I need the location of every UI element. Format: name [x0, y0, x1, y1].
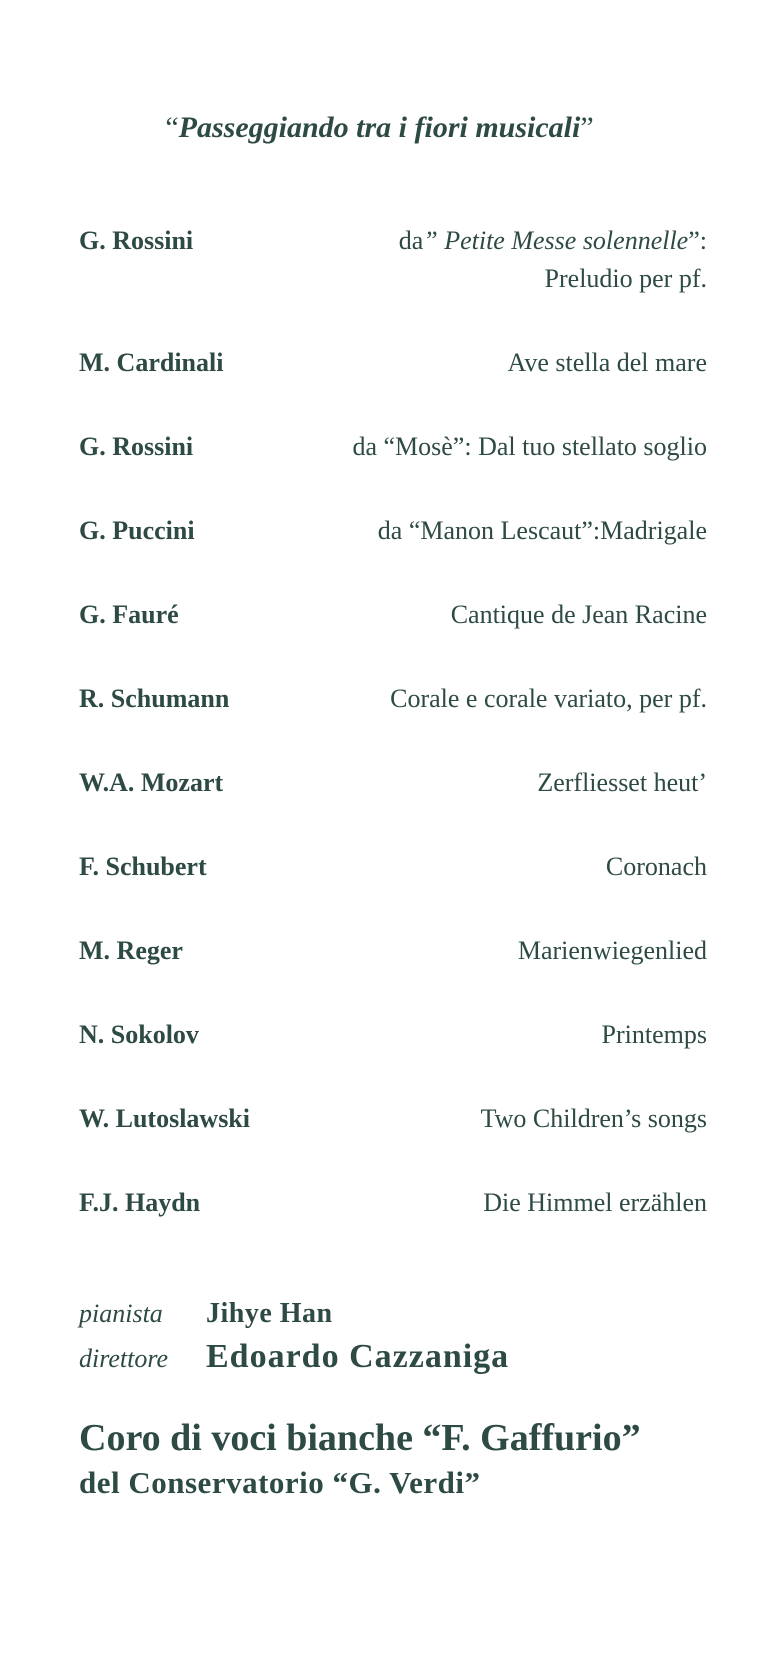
- program-row: [79, 680, 707, 764]
- program-title: [0, 108, 759, 148]
- work-italic: ” Petite Messe solennelle: [423, 226, 689, 255]
- composer-name: W. Lutoslawski: [79, 1104, 250, 1133]
- work-title: Ave stella del mare: [507, 348, 707, 377]
- conductor-role: direttore: [79, 1344, 169, 1373]
- program-row: [79, 512, 707, 596]
- composer-name: M. Cardinali: [79, 348, 224, 377]
- program-row: [79, 1016, 707, 1100]
- pianist-name: Jihye Han: [206, 1298, 333, 1329]
- composer-name: N. Sokolov: [79, 1020, 199, 1049]
- program-row: [79, 764, 707, 848]
- composer-name: W.A. Mozart: [79, 768, 224, 797]
- work-title: Die Himmel erzählen: [483, 1188, 707, 1217]
- work-title: Corale e corale variato, per pf.: [390, 684, 707, 713]
- work-title: Zerfliesset heut’: [537, 768, 707, 797]
- composer-name: R. Schumann: [79, 684, 230, 713]
- composer-name: F.J. Haydn: [79, 1188, 201, 1217]
- work-title: da “Mosè”: Dal tuo stellato soglio: [352, 432, 707, 461]
- choir-name: Coro di voci bianche “F. Gaffurio”: [79, 1417, 641, 1459]
- composer-name: F. Schubert: [79, 852, 207, 881]
- work-title: Coronach: [605, 852, 707, 881]
- composer-name: G. Fauré: [79, 600, 179, 629]
- composer-name: M. Reger: [79, 936, 183, 965]
- work-title: Two Children’s songs: [480, 1104, 707, 1133]
- work-title: Printemps: [601, 1020, 707, 1049]
- program-row: [79, 222, 707, 344]
- work-title: Marienwiegenlied: [517, 936, 707, 965]
- program-row: [79, 848, 707, 932]
- work-title: da “Manon Lescaut”:Madrigale: [377, 516, 707, 545]
- composer-name: G. Puccini: [79, 516, 195, 545]
- program-list: [79, 222, 707, 1268]
- program-row: [79, 344, 707, 428]
- program-row: [79, 1100, 707, 1184]
- choir-heading: [79, 1414, 719, 1504]
- program-row: [79, 1184, 707, 1268]
- program-row: [79, 596, 707, 680]
- pianist-role: pianista: [79, 1299, 163, 1328]
- work-title: [399, 222, 707, 298]
- program-row: [79, 932, 707, 1016]
- composer-name: G. Rossini: [79, 226, 194, 255]
- program-row: [79, 428, 707, 512]
- composer-name: G. Rossini: [79, 432, 194, 461]
- work-suffix: ”:: [688, 226, 707, 255]
- performers-credits: [79, 1298, 707, 1382]
- conductor-name: Edoardo Cazzaniga: [206, 1338, 510, 1375]
- work-line2: Preludio per pf.: [544, 264, 707, 293]
- title-open-quote: “: [165, 111, 179, 144]
- pianist-credit: [79, 1298, 707, 1338]
- work-title: Cantique de Jean Racine: [450, 600, 707, 629]
- title-text: Passeggiando tra i fiori musicali: [178, 111, 581, 144]
- work-prefix: da: [398, 226, 424, 255]
- title-close-quote: ”: [580, 111, 594, 144]
- conductor-credit: [79, 1338, 707, 1382]
- choir-institution: del Conservatorio “G. Verdi”: [79, 1465, 481, 1500]
